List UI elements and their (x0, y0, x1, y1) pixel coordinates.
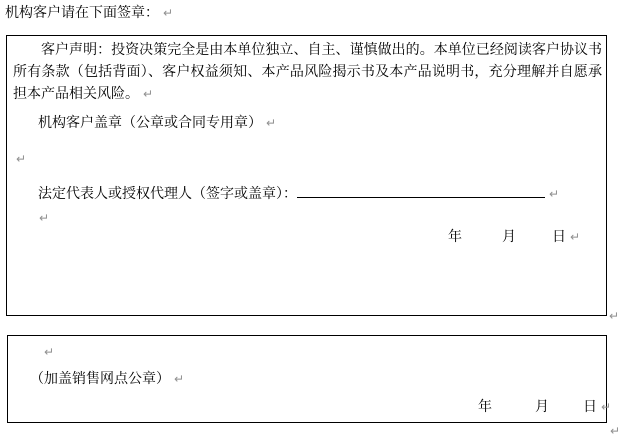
paragraph-mark-icon: ↵ (163, 6, 174, 20)
outlet-seal-note-line (30, 372, 184, 388)
representative-signature-line (38, 183, 559, 203)
paragraph-mark-icon: ↵ (143, 87, 154, 101)
representative-label: 法定代表人或授权代理人（签字或盖章）： (38, 187, 297, 202)
month-label: 月 (502, 230, 516, 245)
empty-paragraph (39, 211, 49, 227)
outer-paragraph-mark (609, 309, 619, 325)
date-line (448, 230, 580, 246)
year-label: 年 (478, 400, 492, 415)
day-label: 日 (552, 230, 566, 245)
heading-line (5, 6, 173, 22)
outer-paragraph-mark (610, 424, 620, 439)
paragraph-mark-icon: ↵ (570, 230, 581, 244)
paragraph-mark-icon: ↵ (266, 116, 277, 130)
paragraph-mark-icon: ↵ (16, 152, 27, 166)
paragraph-mark-icon: ↵ (39, 211, 50, 225)
paragraph-mark-icon: ↵ (610, 424, 620, 438)
month-label: 月 (535, 400, 549, 415)
day-label: 日 (583, 400, 597, 415)
paragraph-mark-icon: ↵ (609, 309, 620, 323)
empty-paragraph (16, 152, 26, 168)
sales-outlet-seal-box (7, 335, 612, 423)
paragraph-mark-icon: ↵ (601, 400, 612, 414)
customer-declaration-paragraph (13, 40, 602, 106)
outlet-seal-label: （加盖销售网点公章） (30, 372, 170, 387)
year-label: 年 (448, 230, 462, 245)
paragraph-mark-icon: ↵ (549, 187, 560, 201)
paragraph-mark-icon: ↵ (44, 345, 55, 359)
signature-line (297, 183, 545, 198)
date-line (478, 400, 611, 416)
empty-paragraph (44, 345, 54, 361)
declaration-text: 客户声明：投资决策完全是由本单位独立、自主、谨慎做出的。本单位已经阅读客户协议书所有条款（包括背面）、客户权益须知、本产品风险揭示书及本产品说明书，充分理解并自愿承担本产品相关风险。 (13, 43, 602, 102)
institution-seal-label: 机构客户盖章（公章或合同专用章） (38, 116, 262, 131)
paragraph-mark-icon: ↵ (174, 372, 185, 386)
institution-seal-line (38, 116, 276, 132)
institutional-signature-box (6, 35, 607, 316)
page-title: 机构客户请在下面签章： (5, 6, 159, 21)
